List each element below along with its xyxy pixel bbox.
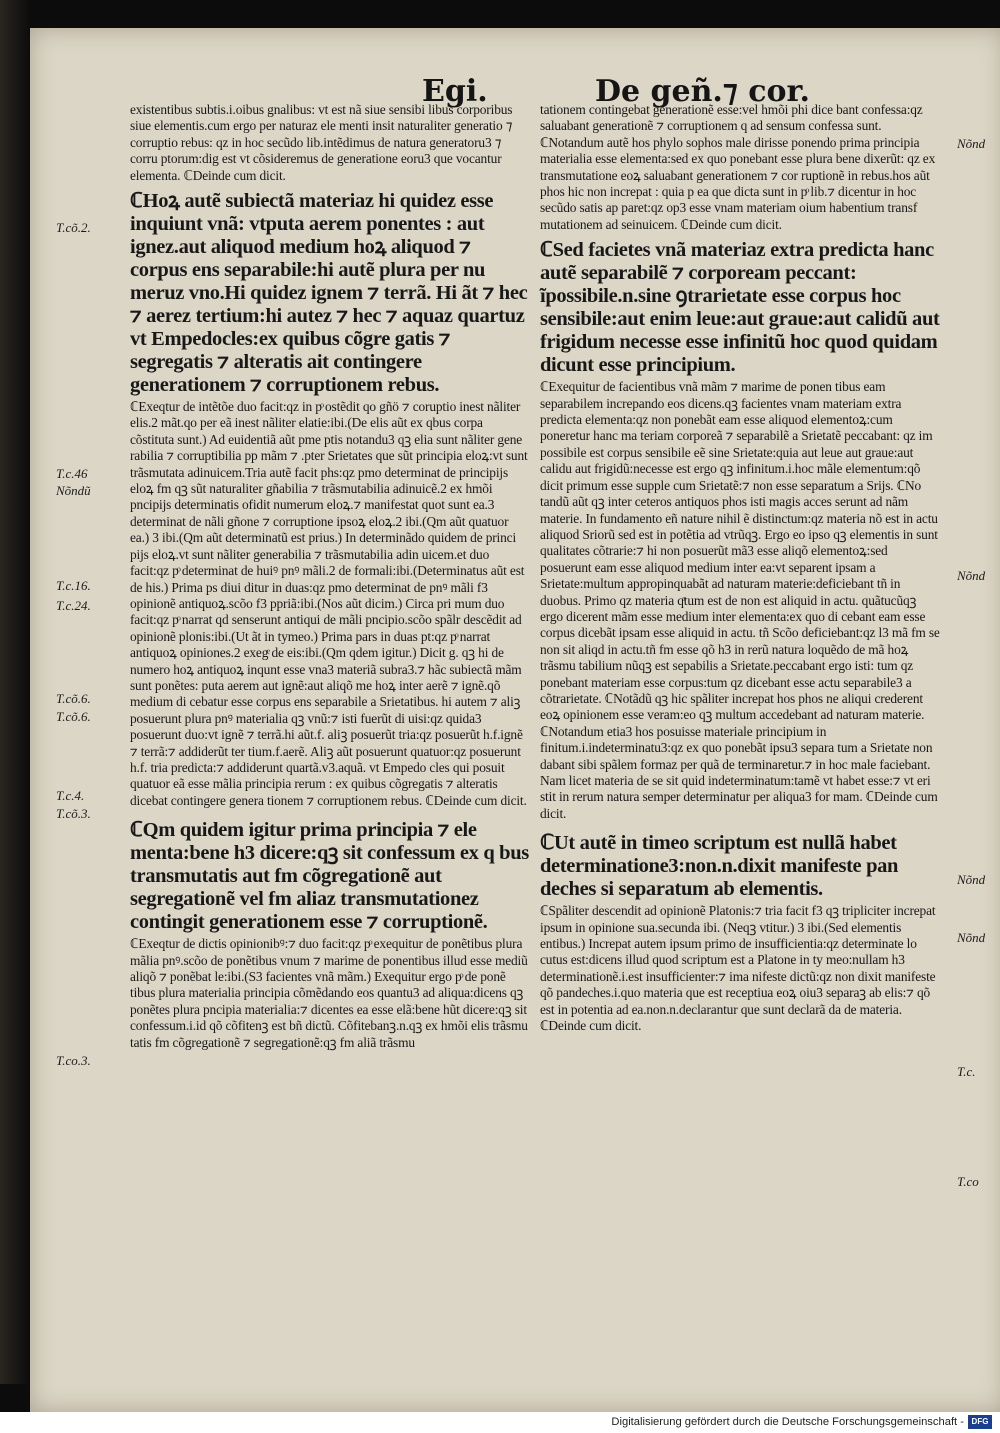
margin-note: T.cõ.3. <box>56 806 91 821</box>
left-lemma-1: ℂHoꝝ autẽ subiectã materiaz hi quidez esse inquiunt vnã: vtputa aerem ponentes : aut ignez.aut aliquod medium hoꝝ aliquod ⁊ corpus ens separabile:hi autẽ plura per nu meruz vno.Hi quidez ignem ⁊ terrã. Hi ãt ⁊ hec ⁊ aerez tertium:hi autez ⁊ hec ⁊ aquaz quartuz vt Empedocles:ex quibus cõgre gatis ⁊ segregatis ⁊ alteratis ait contingere generationem ⁊ corruptionem rebus. <box>130 190 528 397</box>
margin-note: Nõnd <box>957 872 986 887</box>
running-header-left: Egi. <box>422 74 488 109</box>
margin-note: Nõndũ <box>56 483 91 498</box>
margin-note: T.cõ.2. <box>56 220 91 235</box>
margin-note: T.c.46 <box>56 466 88 481</box>
left-lemma-2: ℂQm quidem igitur prima principia ⁊ ele menta:bene h3 dicere:qꝫ sit confessum ex q bus transmutatis aut fm cõgregationẽ aut segregationẽ vel fm aliaz transmutationez contingit generationem esse ⁊ corruptionẽ. <box>130 819 529 934</box>
margin-note: Nõnd <box>957 930 986 945</box>
margin-note: T.co.3. <box>56 1053 91 1068</box>
right-paragraph-3: ℂSpãliter descendit ad opinionẽ Platonis:⁊ tria facit f3 qꝫ tripliciter increpat ipsum in opinione sua.secunda ibi. (Neqꝫ vtitur.) 3 ibi.(Sed elementis entibus.) Increpat autem ipsum primo de insufficientia:qz determinate lo cutus est:dicens illud quod scriptum est a Platone in ty meo:nullam h3 determinationẽ.i.est insufficienter:⁊ ima nifeste dictũ:qz non dixit manifeste qõ pandeches.i.quo materia que est receptiua eoꝝ oiu3 separaꝫ ab elis:⁊ qõ est in potentia ad ea.non.n.declarantur que sunt declarã da de materia. ℂDeinde cum dicit. <box>540 903 936 1034</box>
margin-note: T.c. <box>957 1064 976 1079</box>
dfg-logo: DFG <box>968 1415 992 1429</box>
funding-notice: Digitalisierung gefördert durch die Deutsche Forschungsgemeinschaft - <box>611 1416 964 1428</box>
margin-note: T.cõ.6. <box>56 709 91 724</box>
running-header-right: De geñ.⁊ cor. <box>595 74 810 109</box>
margin-note: T.cõ.6. <box>56 691 91 706</box>
margin-note: T.co <box>957 1174 979 1189</box>
book-page <box>30 28 1000 1412</box>
margin-note: Nõnd <box>957 568 986 583</box>
left-paragraph-3: ℂExeqtur de dictis opinionibꝰ:⁊ duo facit:qz pͦ exequitur de ponẽtibus plura mãlia pnꝰ.scõo de ponẽtibus vnum ⁊ marime de ponentibus illud esse mediũ aliqõ ⁊ ponẽbat le:ibi.(S3 facientes vnã mãm.) Exequitur ergo pͦ de ponẽ tibus plura materialia principia cõmẽdando eos quantu3 ad aliqua:dicens qꝫ ponẽtes plura pncipia materialia:⁊ dicentes ea esse elã:bene hũt dicere:qꝫ sit confessum.i.id qõ cõfitenꝫ est bñ dictũ. Cõfitebanꝫ.n.qꝫ ex hmõi elis trãsmu tatis fm cõgregationẽ ⁊ segregationẽ:qꝫ fm aliã trãsmu <box>130 936 528 1050</box>
right-paragraph-1: tationem contingebat generationẽ esse:vel hmõi phi dice bant confessa:qz saluabant generationẽ ⁊ corruptionem q ad sensum confessa sunt. ℂNotandum autẽ hos phylo sophos male dirisse ponendo prima principia materialia esse elementa:sed ex quo ponebant esse plura bene dixerũt: qz ex transmutatione eoꝝ saluabant generationem ⁊ cor ruptionẽ in rebus.hos aũt phos hic non increpat : quia p ea que dicta sunt in pͦ lib.⁊ dicentur in hoc secũdo satis ap paret:qz op3 esse vnam materiam oium habentium transf mutationem ad seinuicem. ℂDeinde cum dicit. <box>540 102 936 232</box>
right-lemma-1: ℂSed facietes vnã materiaz extra predicta hanc autẽ separabilẽ ⁊ corpoream peccant: ĩpossibile.n.sine ꝯtrarietate esse corpus hoc sensibile:aut enim leue:aut graue:aut calidũ aut frigidum necesse esse infinitũ hoc quod quidam dicunt esse principium. <box>540 239 940 377</box>
margin-note: T.c.24. <box>56 598 91 613</box>
right-text-column <box>540 102 942 1034</box>
right-lemma-2: ℂUt autẽ in timeo scriptum est nullã habet determinatione3:non.n.dixit manifeste pan deches si separatum ab elementis. <box>540 832 899 901</box>
book-gutter <box>0 0 30 1384</box>
footer-bar <box>0 1412 1000 1433</box>
left-text-column <box>130 102 530 1051</box>
left-paragraph-2: ℂExeqtur de intẽtõe duo facit:qz in pͦ ostẽdit qo gñö ⁊ coruptio inest nãliter elis.2 mãt.qo per eã inest nãliter elatie:ibi.(De elis aũt ex qbus corpa cõstituta sunt.) Ad euidentiã aũt pme ptis notandu3 qꝫ elia sunt nãliter gene rabilia ⁊ corruptibilia pp mãm ⁊ .pter Srietates que sũt principia eloꝝ:vt sunt trãsmutata adinuicem.Tria autẽ facit phs:qz pmo determinat de principijs eloꝝ fm qꝫ sũt naturaliter gñabilia ⁊ trãsmutabilia adinuicẽ.2 ex hmõi pncipijs determinatis ofidit numerum eloꝝ.⁊ manifestat quot sunt ea.3 determinat de nãli gñone ⁊ corruptione ipsoꝝ eloꝝ.2 ibi.(Qm aũt quatuor ea.) 3 ibi.(Qm aũt determinatũ est prius.) In determinãdo quidem de princi pijs eloꝝ.vt sunt nãliter generabilia ⁊ trãsmutabilia adin uicem.et duo facit:qz pͦ determinat de huiꝰ pnꝰ mãli.2 de formali:ibi.(Determinatus aũt est de his.) Prima ps diui ditur in duas:qz pmo determinat de pnꝰ mãli f3 opinionẽ antiquoꝝ.scõo f3 ppriã:ibi.(Nos aũt dicim.) Circa pri mum duo facit:qz pͦ narrat qd senserunt antiqui de mãli pncipio.scõo spãlr descẽdit ad opinionẽ plonis:ibi.(Ut ãt in tymeo.) Prima pars in duas pt:qz pͦ narrat antiquoꝝ opiniones.2 exegͤ de eis:ibi.(Qm qdem igitur.) Dicit g. qꝫ hi de numero hoꝝ antiquoꝝ inqunt esse vna3 materiã subra3.⁊ hãc subiectã mãm sunt ponẽtes: puta aerem aut ignẽ:aut aliqõ me hoꝝ inter aerẽ ⁊ ignẽ.qõ medium di cebatur esse corpus ens separabile a Srietatibus. hi autem ⁊ aliꝫ posuerunt plura pnꝰ materialia qꝫ vnũ:⁊ isti fuerũt di uisi:qz quida3 posuerunt duo:vt ignẽ ⁊ terrã.hi aũt.f. aliꝫ posuerũt tria:qz posuerũt h.f.ignẽ ⁊ terrã:⁊ addiderũt ter tium.f.aerẽ. Aliꝫ aũt posuerunt quatuor:qz posuerunt h.f. tria predicta:⁊ addiderunt quartã.v3.aquã. vt Empedo cles qui posuit quatuor eã esse mãlia principia rerum : ex quibus cõgregatis ⁊ alteratis dicebat contingere genera tionem ⁊ corruptionem rebus. ℂDeinde cum dicit. <box>130 399 528 808</box>
left-paragraph-1: existentibus subtis.i.oibus gnalibus: vt est nã siue sensibi libus corporibus siue elementis.cum ergo per naturaz ele menti insit naturaliter generatio ⁊ corruptio rebus: qz in hoc secũdo lib.intẽdimus de natura generatoru3 ⁊ corru ptorum:dig est vt cõsideremus de generatione eoru3 que vocantur elementa. ℂDeinde cum dicit. <box>130 102 513 183</box>
margin-note: T.c.16. <box>56 578 91 593</box>
right-paragraph-2: ℂExequitur de facientibus vnã mãm ⁊ marime de ponen tibus eam separabilem increpando eos dicens.qꝫ facientes vnam materiam extra predicta elementa:qz non ponebãt eam esse aliquod elementoꝝ:cum poneretur hanc ma teriam corporeã ⁊ separabilẽ a Srietatẽ peccabant: qz im possibile est corpus sensibile eẽ sine Srietate:quia aut leue aut graue:aut calidu aut frigidũ:necesse est ergo qꝫ infinitum.i.hoc mãle elementum:qõ dicit primum esse supple cum Srietatẽ:⁊ non esse separatum a Srijs. ℂNo tandũ aũt qꝫ inter ceteros antiquos phos isti magis acces serunt ad nãm materie. In fundamento eñ nature nihil ẽ distinctum:qz materia nõ est in actu aliquod Sriorũ sed est in potẽtia ad vtrũqꝫ. Ergo eo ipso qꝫ elementis in sunt qualitates cõtrarie:⁊ hi non posuerũt mã3 esse aliqõ elementoꝝ:sed posuerunt eam esse aliquod medium inter ea:vt separent ipsam a Srietate:multum appropinquabãt ad naturam materie:deficiebant tñ in duobus. Primo qz materia qͣtum est de non est aliquid in actu. quãtucũqꝫ ergo dicerent mãm esse medium inter elementa:ex quo di cebant eam esse corpus dicebãt ipsam esse aliquid in actu. tñ Scõo deficiebant:qz l3 mã fm se non sit aliqd in actu.tñ fm esse qõ h3 in rerũ natura loquẽdo de mã hoꝝ trãsmu tabilium nũqꝫ est sepabilis a Srietate.peccabant ergo isti: tum qz ponebant materiam esse corpus:tum qz dicebant esse actu separabile3 a cõtrarietate. ℂNotãdũ qꝫ hic spãliter increpat hos phos ne aliqui crederent eoꝝ opinionem esse veram:eo qꝫ multum accedebant ad naturam materie. ℂNotandum etia3 hos posuisse materiale principium in finitum.i.indeterminatu3:qz ex quo ponebãt ipsu3 separa tum a Srietate non dabant sibi spãlem formaz per quã de terminaretur.⁊ in hoc male faciebant. Nam licet materia de se sit quid indeterminatum:tamẽ vt habet esse:⁊ vt eri stit in rerum natura semper determinatur per aliqua3 for mam. ℂDeinde cum dicit. <box>540 379 940 821</box>
margin-note: Nõnd <box>957 136 986 151</box>
margin-note: T.c.4. <box>56 788 85 803</box>
